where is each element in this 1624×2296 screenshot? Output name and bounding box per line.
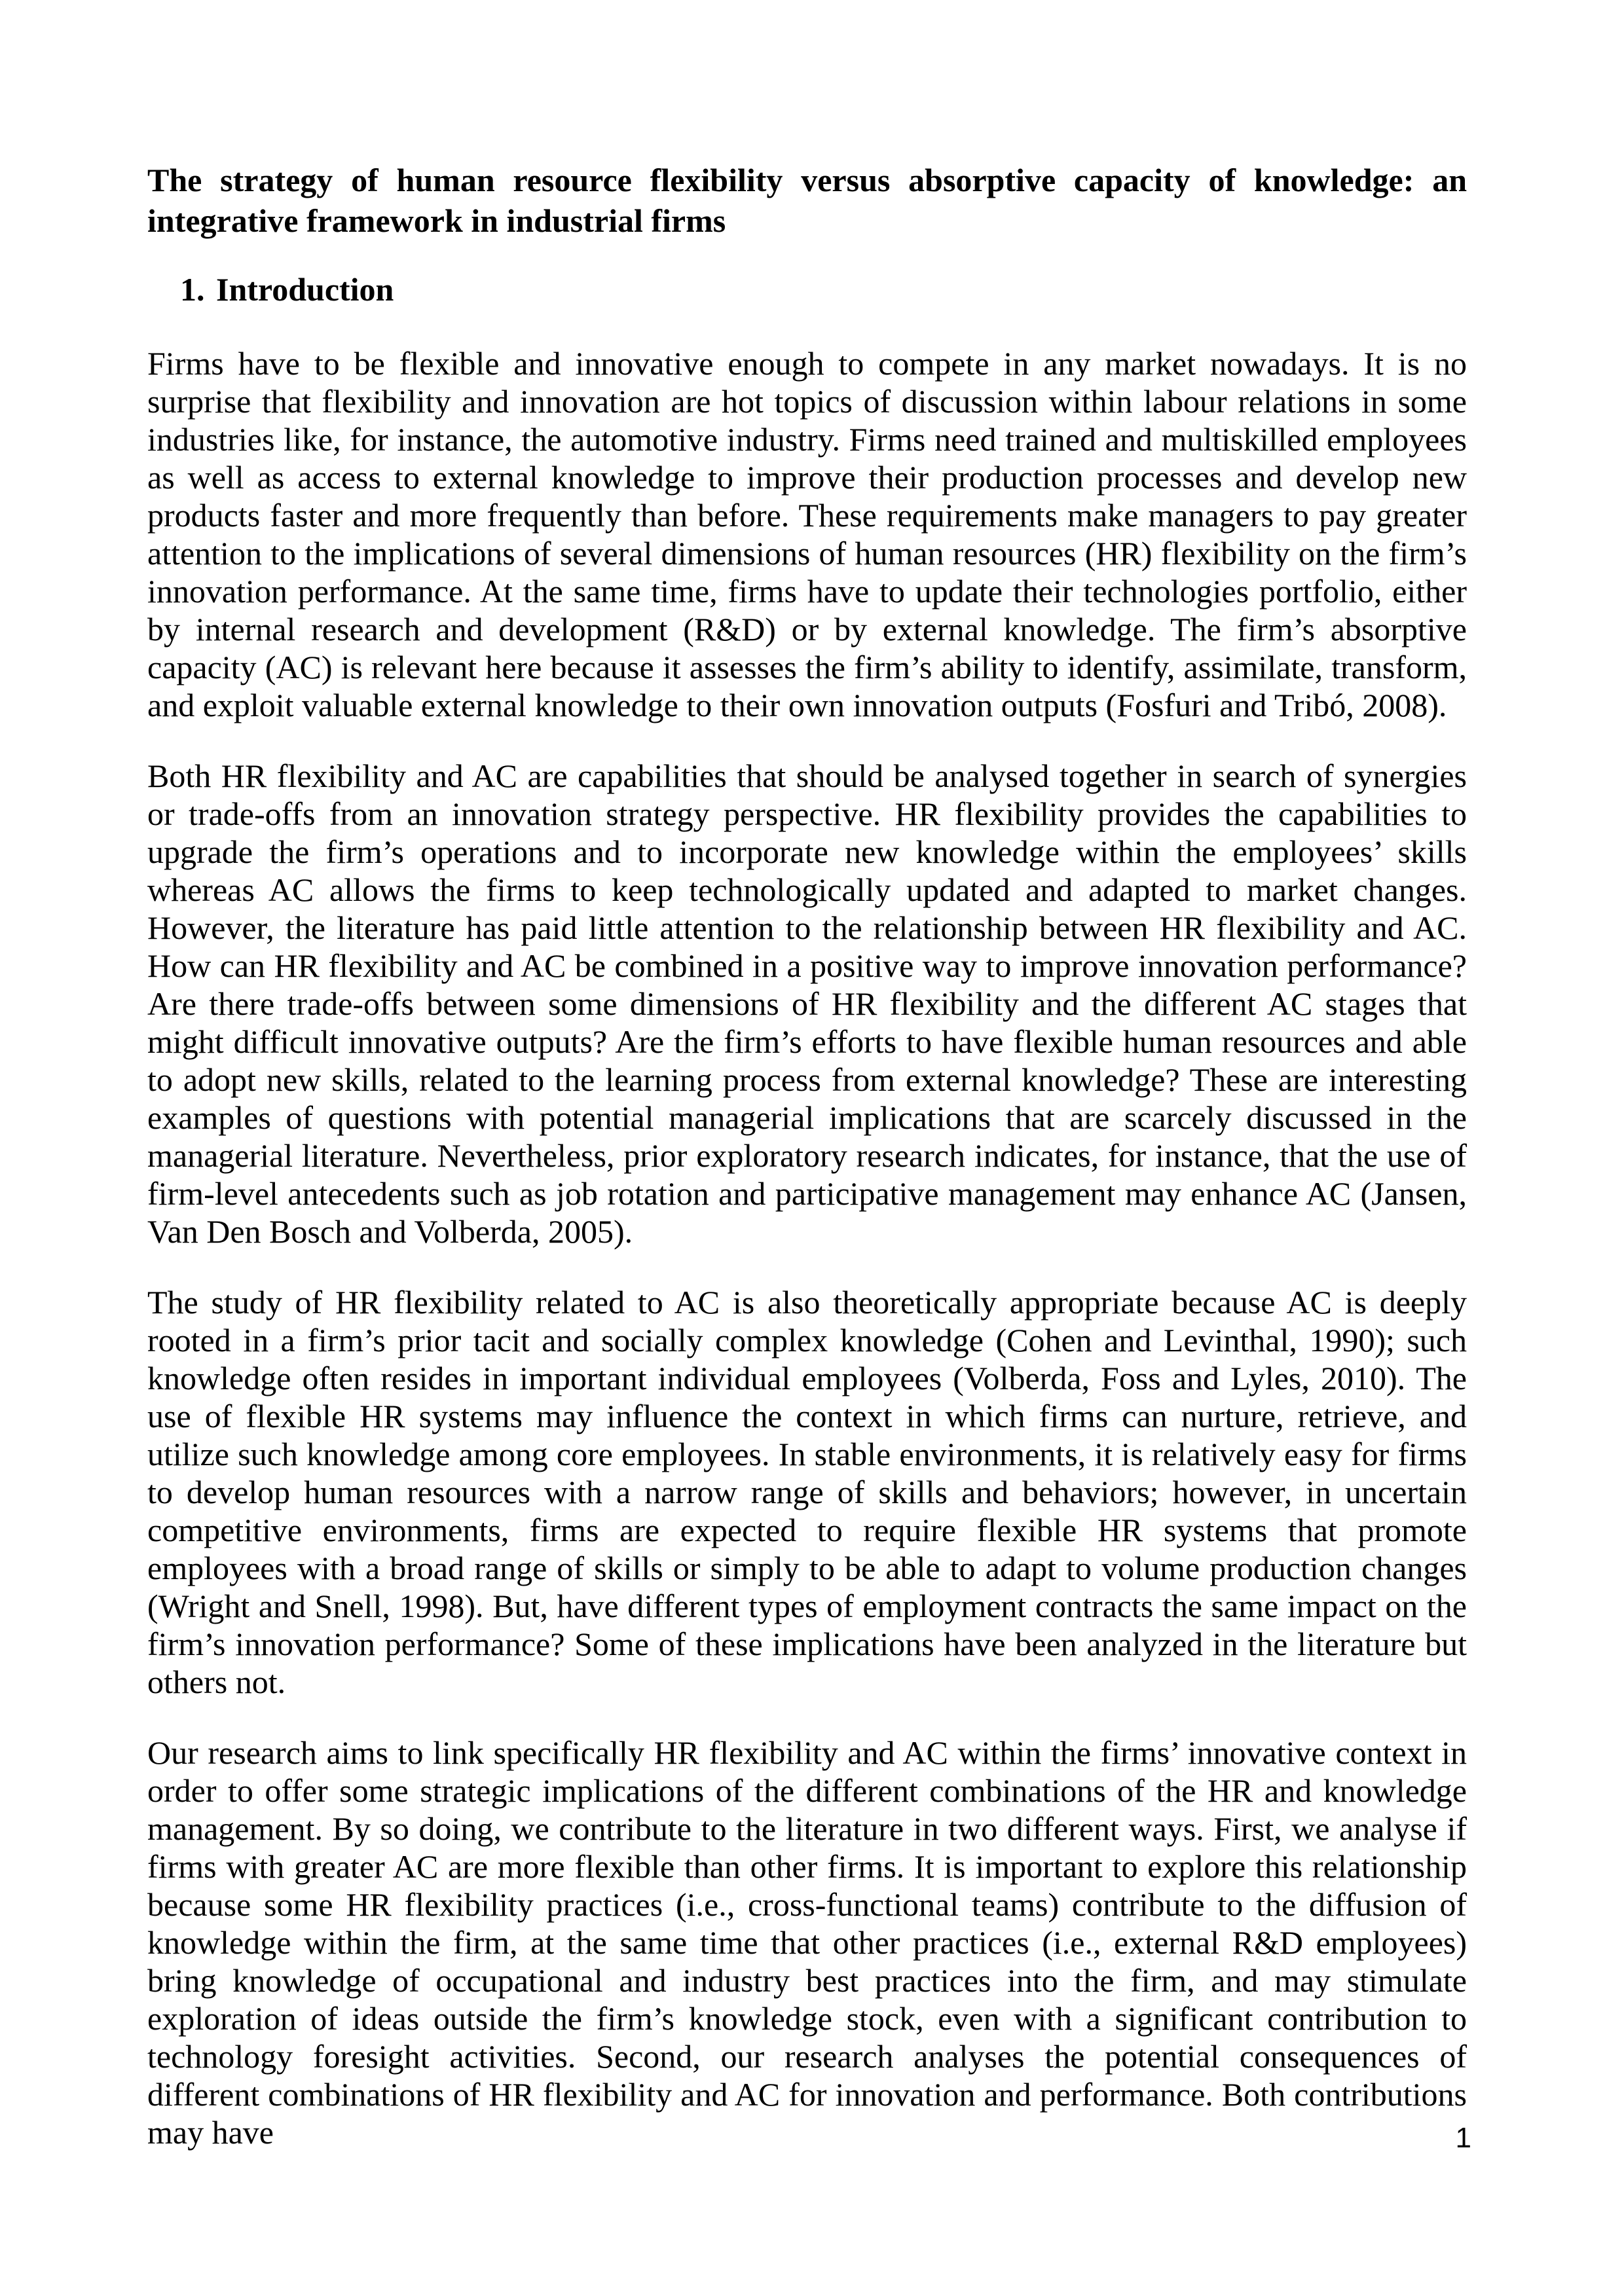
section-title: Introduction: [216, 271, 394, 308]
paper-title: The strategy of human resource flexibility versus absorptive capacity of knowledge: an integrative framework in industrial firms: [147, 162, 1467, 239]
section-heading: [147, 269, 1467, 310]
page-number: 1: [1455, 2122, 1471, 2154]
paragraph-intro-1: Firms have to be flexible and innovative enough to compete in any market nowadays. It is no surprise that flexibility and innovation are hot topics of discussion within labour relations in some industries like, for instance, the automotive industry. Firms need trained and multiskilled employees as well as access to external knowledge to improve their production processes and develop new products faster and more frequently than before. These requirements make managers to pay greater attention to the implications of several dimensions of human resources (HR) flexibility on the firm’s innovation performance. At the same time, firms have to update their technologies portfolio, either by internal research and development (R&D) or by external knowledge. The firm’s absorptive capacity (AC) is relevant here because it assesses the firm’s ability to identify, assimilate, transform, and exploit valuable external knowledge to their own innovation outputs (Fosfuri and Tribó, 2008).: [147, 345, 1467, 723]
page-content: [147, 160, 1467, 2151]
paragraph-intro-4: Our research aims to link specifically HR flexibility and AC within the firms’ innovative context in order to offer some strategic implications of the different combinations of the HR and knowledge management. By so doing, we contribute to the literature in two different ways. First, we analyse if firms with greater AC are more flexible than other firms. It is important to explore this relationship because some HR flexibility practices (i.e., cross-functional teams) contribute to the diffusion of knowledge within the firm, at the same time that other practices (i.e., external R&D employees) bring knowledge of occupational and industry best practices into the firm, and may stimulate exploration of ideas outside the firm’s knowledge stock, even with a significant contribution to technology foresight activities. Second, our research analyses the potential consequences of different combinations of HR flexibility and AC for innovation and performance. Both contributions may have: [147, 1734, 1467, 2151]
section-number: 1.: [180, 271, 205, 308]
paragraph-intro-3: The study of HR flexibility related to AC is also theoretically appropriate because AC is deeply rooted in a firm’s prior tacit and socially complex knowledge (Cohen and Levinthal, 1990); such knowledge often resides in important individual employees (Volberda, Foss and Lyles, 2010). The use of flexible HR systems may influence the context in which firms can nurture, retrieve, and utilize such knowledge among core employees. In stable environments, it is relatively easy for firms to develop human resources with a narrow range of skills and behaviors; however, in uncertain competitive environments, firms are expected to require flexible HR systems that promote employees with a broad range of skills or simply to be able to adapt to volume production changes (Wright and Snell, 1998). But, have different types of employment contracts the same impact on the firm’s innovation performance? Some of these implications have been analyzed in the literature but others not.: [147, 1284, 1467, 1700]
paragraph-intro-2: Both HR flexibility and AC are capabilities that should be analysed together in search of synergies or trade-offs from an innovation strategy perspective. HR flexibility provides the capabilities to upgrade the firm’s operations and to incorporate new knowledge within the employees’ skills whereas AC allows the firms to keep technologically updated and adapted to market changes. However, the literature has paid little attention to the relationship between HR flexibility and AC. How can HR flexibility and AC be combined in a positive way to improve innovation performance? Are there trade-offs between some dimensions of HR flexibility and the different AC stages that might difficult innovative outputs? Are the firm’s efforts to have flexible human resources and able to adopt new skills, related to the learning process from external knowledge? These are interesting examples of questions with potential managerial implications that are scarcely discussed in the managerial literature. Nevertheless, prior exploratory research indicates, for instance, that the use of firm-level antecedents such as job rotation and participative management may enhance AC (Jansen, Van Den Bosch and Volberda, 2005).: [147, 757, 1467, 1250]
